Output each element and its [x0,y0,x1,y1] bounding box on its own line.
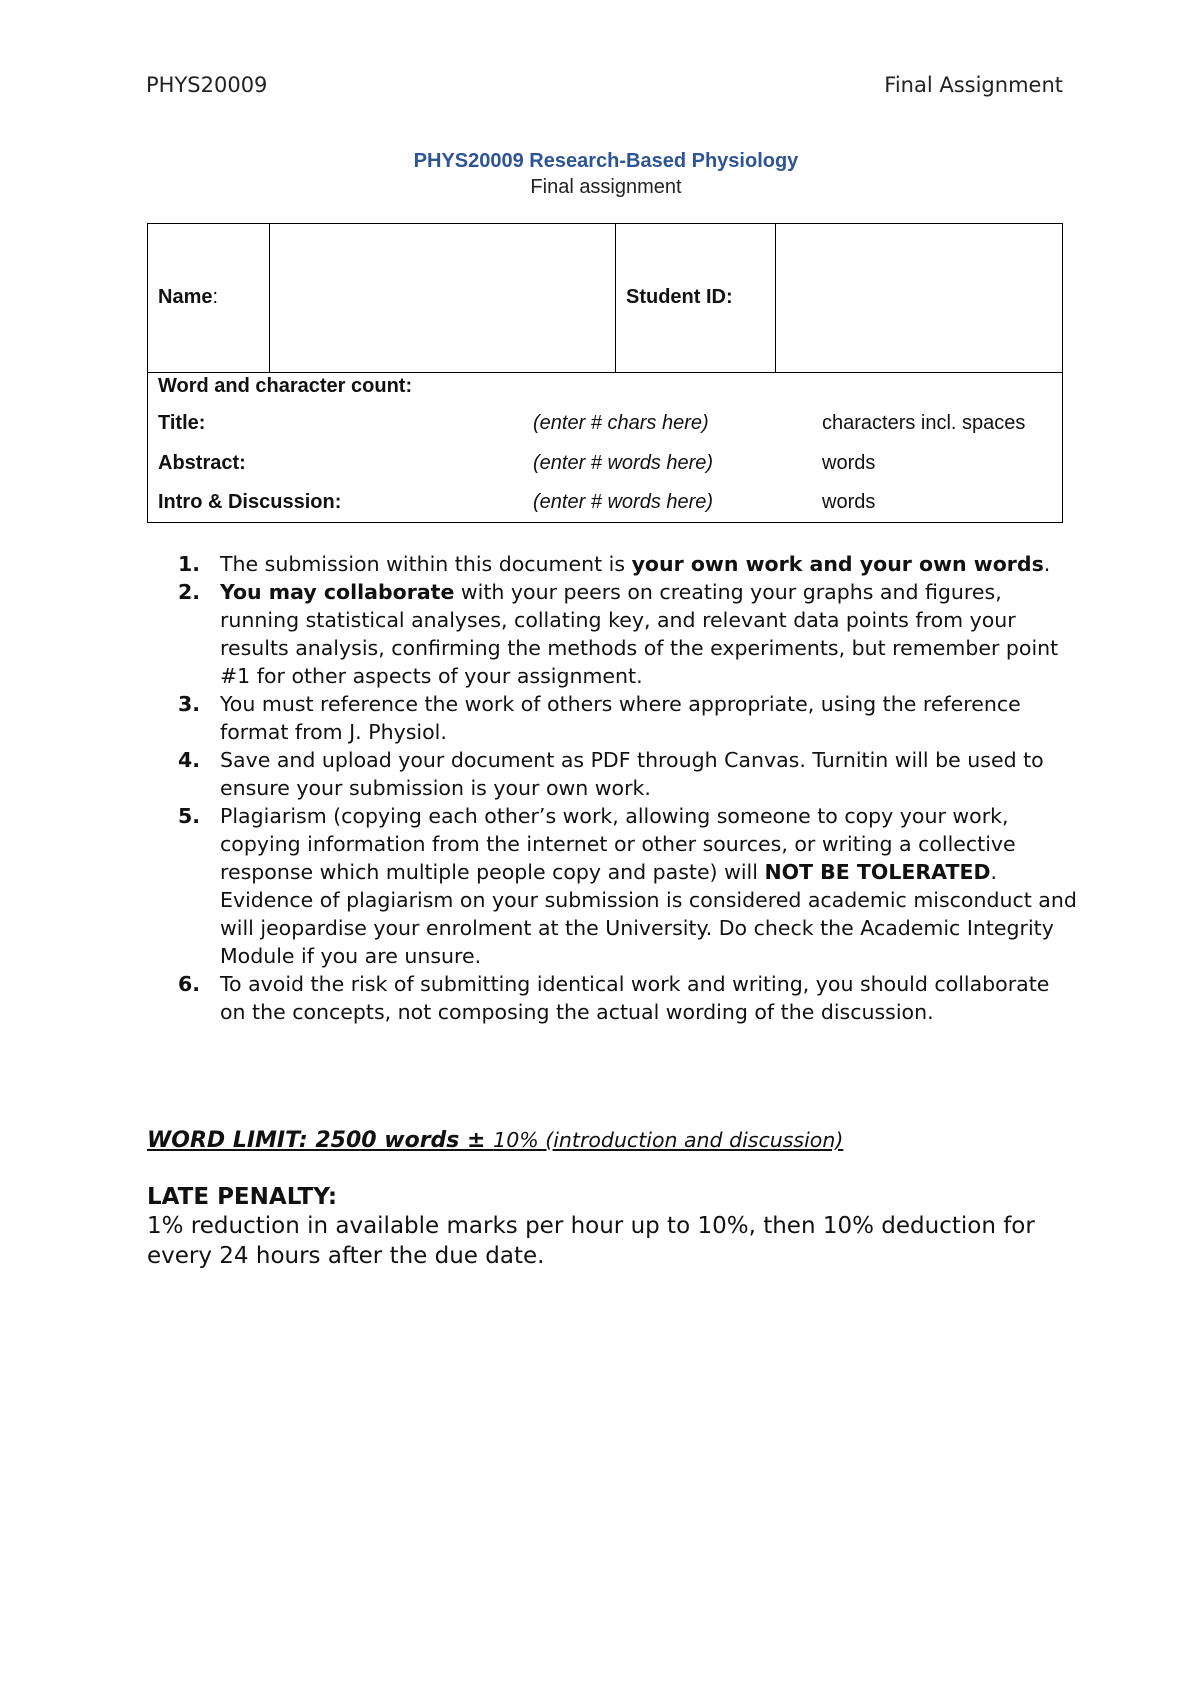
document-title: PHYS20009 Research-Based Physiology [413,150,799,172]
count-row-intro-discussion [158,491,1058,519]
student-info-table [147,223,1063,523]
count-row-title [158,412,1058,440]
late-penalty-heading: LATE PENALTY: [147,1184,338,1210]
late-penalty-text: 1% reduction in available marks per hour up to 10%, then 10% deduction for every 24 hours after the due date. [147,1213,1035,1269]
count-heading: Word and character count: [158,375,413,397]
count-value-field[interactable]: (enter # words here) [533,491,714,513]
name-label: Name: [158,286,219,308]
rule-item: 6. To avoid the risk of submitting identical work and writing, you should collaborate on the concepts, not composing the actual wording of the discussion. [178,972,1050,1024]
count-label: Intro & Discussion: [158,491,342,513]
count-heading-row [158,375,1058,403]
count-label: Title: [158,412,206,434]
header-course-code: PHYS20009 [146,73,268,97]
student-id-label-cell [616,224,776,372]
rule-number: 2. [178,580,201,604]
count-value-field[interactable]: (enter # words here) [533,452,714,474]
count-unit: words [822,452,876,474]
rule-number: 6. [178,972,201,996]
word-limit-notice: WORD LIMIT: 2500 words ± 10% (introduction and discussion) [147,1128,844,1153]
rule-item: 4. Save and upload your document as PDF through Canvas. Turnitin will be used to ensure your submission is your own work. [178,748,1044,800]
title-block [0,148,1200,200]
count-value-field[interactable]: (enter # chars here) [533,412,709,434]
rules-list [178,550,1078,1026]
rule-number: 5. [178,804,201,828]
count-unit: words [822,491,876,513]
count-label: Abstract: [158,452,246,474]
rule-number: 4. [178,748,201,772]
header-doc-type: Final Assignment [884,73,1063,97]
rule-item: 1. The submission within this document is your own work and your own words. [178,552,1051,576]
student-id-label: Student ID: [626,286,733,308]
identity-row [148,224,1062,373]
rule-item: 5. Plagiarism (copying each other’s work, allowing someone to copy your work, copying information from the internet or other sources, or writing a collective response which multiple people copy and paste) will NOT BE TOLERATED. Evidence of plagiarism on your submission is considered academic misconduct and will jeopardise your enrolment at the University. Do check the Academic Integrity Module if you are unsure. [178,804,1077,968]
rule-number: 1. [178,552,201,576]
student-id-input-cell[interactable] [776,224,1062,372]
document-subtitle: Final assignment [530,176,682,198]
count-row-abstract [158,452,1058,480]
name-label-cell [148,224,270,372]
rule-item: 2. You may collaborate with your peers on creating your graphs and figures, running statistical analyses, collating key, and relevant data points from your results analysis, confirming the methods of the experiments, but remember point #1 for other aspects of your assignment. [178,580,1059,688]
count-unit: characters incl. spaces [822,412,1026,434]
rule-number: 3. [178,692,201,716]
name-input-cell[interactable] [270,224,616,372]
rule-item: 3. You must reference the work of others where appropriate, using the reference format from J. Physiol. [178,692,1021,744]
